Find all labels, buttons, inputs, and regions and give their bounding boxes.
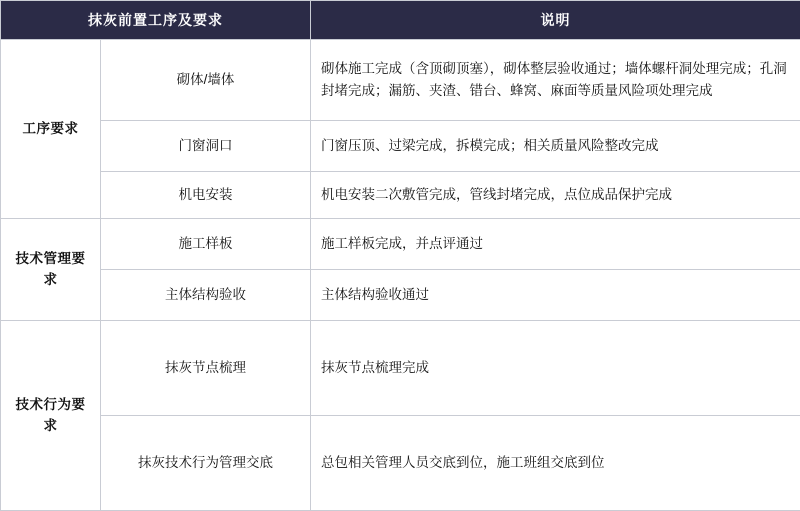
category-cell-technical-behavior: 技术行为要求 [1, 321, 101, 511]
category-cell-technical-management: 技术管理要求 [1, 219, 101, 321]
table-row [1, 40, 800, 121]
desc-cell-openings: 门窗压顶、过梁完成，拆模完成；相关质量风险整改完成 [311, 121, 800, 172]
item-cell-structure-acceptance: 主体结构验收 [101, 270, 311, 321]
item-cell-openings: 门窗洞口 [101, 121, 311, 172]
desc-cell-sample: 施工样板完成，并点评通过 [311, 219, 800, 270]
item-cell-masonry: 砌体/墙体 [101, 40, 311, 121]
table-header [1, 1, 800, 40]
category-cell-process: 工序要求 [1, 40, 101, 219]
header-category: 抹灰前置工序及要求 [1, 1, 311, 40]
desc-cell-technical-disclosure: 总包相关管理人员交底到位，施工班组交底到位 [311, 416, 800, 511]
desc-cell-structure-acceptance: 主体结构验收通过 [311, 270, 800, 321]
table-row [1, 321, 800, 416]
table-row [1, 219, 800, 270]
desc-cell-node-review: 抹灰节点梳理完成 [311, 321, 800, 416]
table-row [1, 270, 800, 321]
table-body [1, 40, 800, 511]
table-row [1, 416, 800, 511]
header-description: 说明 [311, 1, 800, 40]
item-cell-sample: 施工样板 [101, 219, 311, 270]
item-cell-mep: 机电安装 [101, 172, 311, 219]
item-cell-node-review: 抹灰节点梳理 [101, 321, 311, 416]
table-header-row [1, 1, 800, 40]
desc-cell-mep: 机电安装二次敷管完成，管线封堵完成，点位成品保护完成 [311, 172, 800, 219]
table-row [1, 172, 800, 219]
item-cell-technical-disclosure: 抹灰技术行为管理交底 [101, 416, 311, 511]
table-row [1, 121, 800, 172]
desc-cell-masonry: 砌体施工完成（含顶砌顶塞），砌体整层验收通过；墙体螺杆洞处理完成；孔洞封堵完成；漏筋、夹渣、错台、蜂窝、麻面等质量风险项处理完成 [311, 40, 800, 121]
